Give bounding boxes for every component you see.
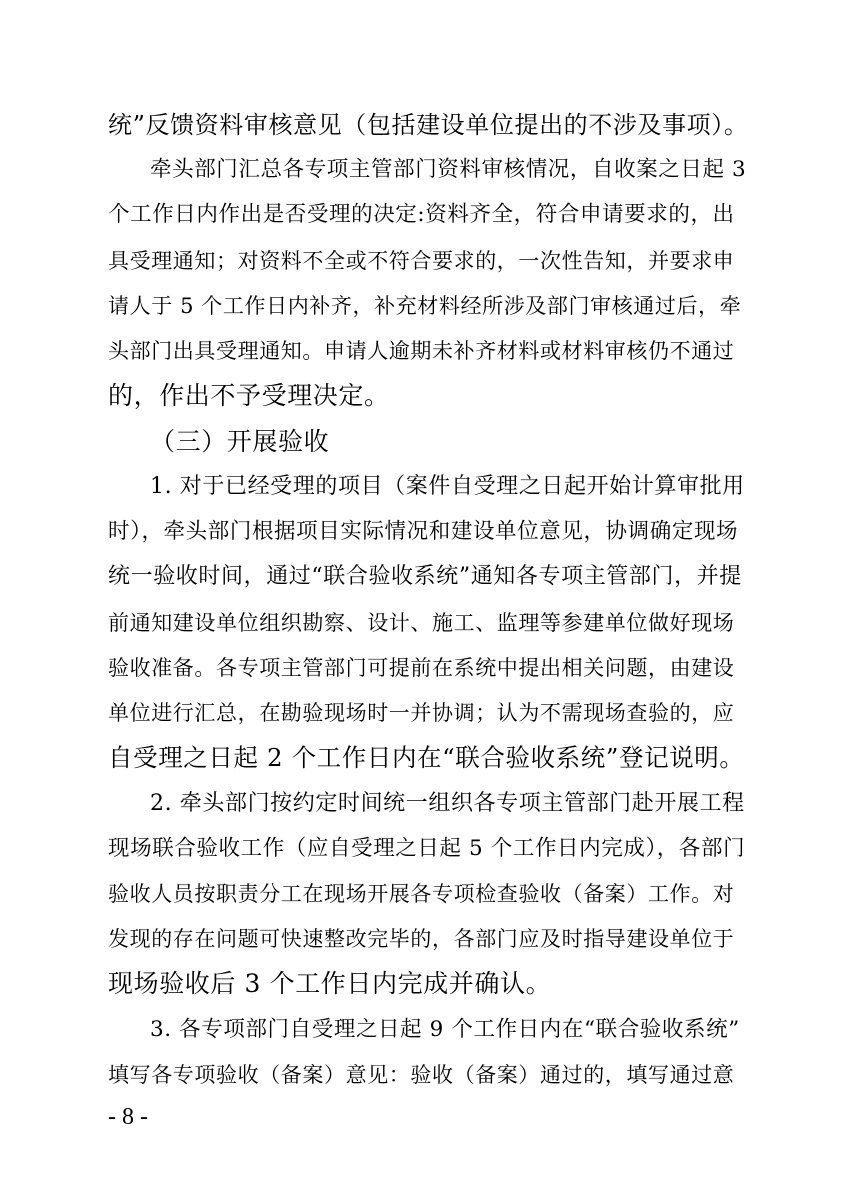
paragraph-line: 头部门出具受理通知。申请人逾期未补齐材料或材料审核仍不通过 (108, 339, 735, 363)
paragraph-line: 时），牵头部门根据项目实际情况和建设单位意见，协调确定现场 (108, 519, 739, 544)
paragraph-line: 单位进行汇总，在勘验现场时一并协调；认为不需现场查验的，应 (108, 701, 735, 725)
paragraph-line: 前通知建设单位组织勘察、设计、施工、监理等参建单位做好现场 (108, 611, 735, 635)
paragraph-line: 牵头部门汇总各专项主管部门资料审核情况，自收案之日起 3 (150, 157, 747, 182)
paragraph-line: 的，作出不予受理决定。 (108, 381, 390, 410)
paragraph-line: 统一验收时间，通过“联合验收系统”通知各专项主管部门，并提 (108, 564, 742, 589)
paragraph-line: 验收准备。各专项主管部门可提前在系统中提出相关问题，由建设 (108, 656, 735, 680)
paragraph-line: 现场联合验收工作（应自受理之日起 5 个工作日内完成），各部门 (108, 836, 746, 861)
page-number: - 8 - (108, 1104, 148, 1130)
paragraph-line: 2. 牵头部门按约定时间统一组织各专项主管部门赴开展工程 (150, 791, 745, 816)
paragraph-line: 发现的存在问题可快速整改完毕的，各部门应及时指导建设单位于 (108, 927, 735, 951)
paragraph-line: 自受理之日起 2 个工作日内在“联合验收系统”登记说明。 (108, 743, 745, 772)
paragraph-line: 具受理通知；对资料不全或不符合要求的，一次性告知，并要求申 (108, 249, 735, 273)
paragraph-line: 统”反馈资料审核意见（包括建设单位提出的不涉及事项）。 (108, 111, 749, 139)
paragraph-line: 3. 各专项部门自受理之日起 9 个工作日内在“联合验收系统” (150, 1017, 740, 1042)
paragraph-line: 1. 对于已经受理的项目（案件自受理之日起开始计算审批用 (150, 474, 745, 499)
paragraph-line: 请人于 5 个工作日内补齐，补充材料经所涉及部门审核通过后，牵 (108, 294, 742, 318)
paragraph-line: 填写各专项验收（备案）意见：验收（备案）通过的，填写通过意 (108, 1063, 735, 1087)
paragraph-line: 验收人员按职责分工在现场开展各专项检查验收（备案）工作。对 (108, 882, 735, 906)
paragraph-line: 个工作日内作出是否受理的决定:资料齐全，符合申请要求的，出 (108, 202, 735, 227)
paragraph-line: 现场验收后 3 个工作日内完成并确认。 (108, 969, 552, 998)
section-heading: （三）开展验收 (150, 427, 330, 456)
